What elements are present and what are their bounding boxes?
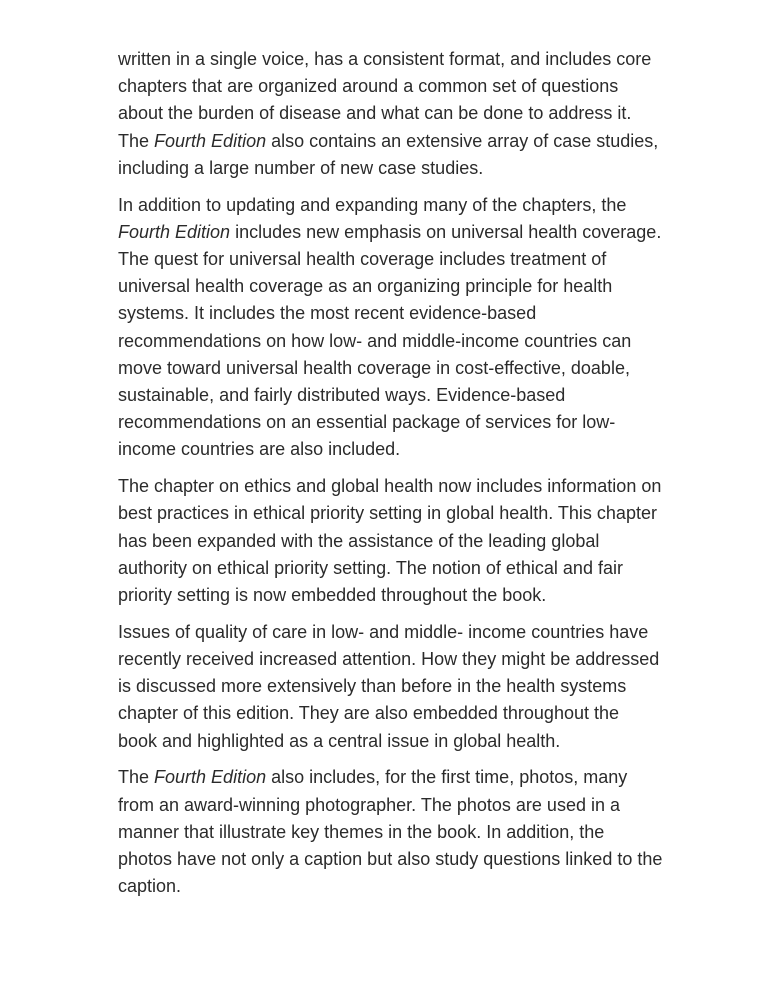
paragraph-text: The chapter on ethics and global health now includes information on best practices in ethical priority setting in global health. This chapter has been expanded with the assistance of the leading global authority on ethical priority setting. The notion of ethical and fair priority setting is now embedded throughout the book. [118,476,662,606]
book-title-italic: Fourth Edition [118,221,231,242]
paragraph [118,46,663,182]
paragraph [118,764,663,900]
paragraph-text: written in a single voice, has a consistent format, and includes core chapters that are organized around a common set of questions about the burden of disease and what can be done to address it. The [118,49,652,151]
paragraph-text: also includes, for the first time, photos, many from an award-winning photographer. The photos are used in a manner that illustrate key themes in the book. In addition, the photos have not only a caption but also study questions linked to the caption. [118,767,663,897]
paragraph-text: includes new emphasis on universal health coverage. The quest for universal health coverage includes treatment of universal health coverage as an organizing principle for health systems. It includes the most recent evidence-based recommendations on how low- and middle-income countries can move toward universal health coverage in cost-effective, doable, sustainable, and fairly distributed ways. Evidence-based recommendations on an essential package of services for low-income countries are also included. [118,221,662,460]
paragraph [118,192,663,464]
document-page [118,46,663,910]
paragraph-text: Issues of quality of care in low- and middle- income countries have recently received increased attention. How they might be addressed is discussed more extensively than before in the health systems chapter of this edition. They are also embedded throughout the book and highlighted as a central issue in global health. [118,621,660,751]
paragraph [118,619,663,755]
paragraph-text: also contains an extensive array of case studies, including a large number of new case studies. [118,130,659,178]
paragraph-text: In addition to updating and expanding many of the chapters, the [118,194,627,215]
paragraph [118,473,663,609]
paragraph-text: The [118,767,155,788]
book-title-italic: Fourth Edition [154,130,267,151]
book-title-italic: Fourth Edition [154,767,267,788]
